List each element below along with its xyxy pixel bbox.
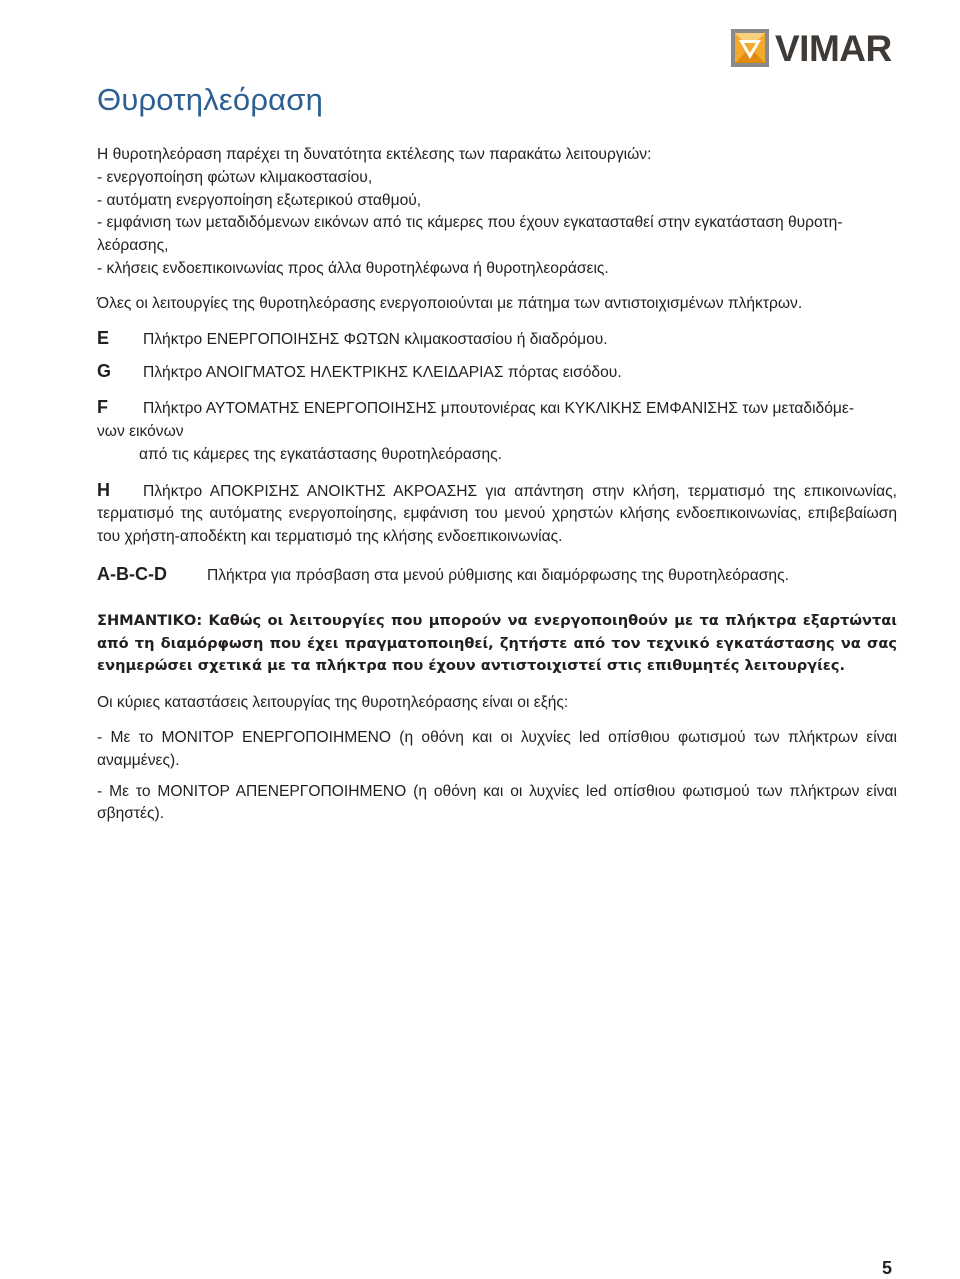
key-f-description-line1: Πλήκτρο ΑΥΤΟΜΑΤΗΣ ΕΝΕΡΓΟΠΟΙΗΣΗΣ μπουτονιέρας και ΚΥΚΛΙΚΗΣ ΕΜΦΑΝΙΣΗΣ των μεταδιδόμε- xyxy=(143,400,855,418)
vimar-logo-text: VIMAR xyxy=(775,27,892,69)
document-body xyxy=(97,144,897,826)
vimar-logo-icon xyxy=(731,29,769,67)
page-title: Θυροτηλεόραση xyxy=(97,82,324,117)
key-h-label: H xyxy=(97,479,110,500)
key-e-label: E xyxy=(97,327,110,348)
key-f-row xyxy=(97,396,897,466)
key-f-description-line2: νων εικόνων xyxy=(97,422,184,440)
intro-item: - ενεργοποίηση φώτων κλιμακοστασίου, xyxy=(97,168,373,186)
key-e-row xyxy=(97,327,897,352)
intro-lead: Η θυροτηλεόραση παρέχει τη δυνατότητα εκτέλεσης των παρακάτω λειτουργιών: xyxy=(97,146,652,163)
key-g-row xyxy=(97,360,897,385)
key-h-row xyxy=(97,479,897,549)
key-abcd-description: Πλήκτρα για πρόσβαση στα μενού ρύθμισης και διαμόρφωσης της θυροτηλεόρασης. xyxy=(207,566,789,584)
states-intro: Οι κύριες καταστάσεις λειτουργίας της θυροτηλεόρασης είναι οι εξής: xyxy=(97,694,569,712)
intro-item: - εμφάνιση των μεταδιδόμενων εικόνων από τις κάμερες που έχουν εγκατασταθεί στην εγκατάσταση θυροτη- xyxy=(97,214,843,232)
all-functions-text: Όλες οι λειτουργίες της θυροτηλεόρασης ενεργοποιούνται με πάτημα των αντιστοιχισμένων πλήκτρων. xyxy=(97,294,803,312)
key-g-label: G xyxy=(97,361,112,382)
key-g-description: Πλήκτρο ΑΝΟΙΓΜΑΤΟΣ ΗΛΕΚΤΡΙΚΗΣ ΚΛΕΙΔΑΡΙΑΣ πόρτας εισόδου. xyxy=(143,364,622,382)
intro-item: λεόρασης, xyxy=(97,237,169,255)
intro-item: - κλήσεις ενδοεπικοινωνίας προς άλλα θυροτηλέφωνα ή θυροτηλεοράσεις. xyxy=(97,259,609,277)
state-item: - Με το ΜΟΝΙΤΟΡ ΑΠΕΝΕΡΓΟΠΟΙΗΜΕΝΟ (η οθόνη και οι λυχνίες led οπίσθιου φωτισμού των πλήκτρων είναι σβηστές). xyxy=(97,782,897,823)
key-f-label: F xyxy=(97,397,108,418)
important-note: ΣΗΜΑΝΤΙΚΟ: Καθώς οι λειτουργίες που μπορούν να ενεργοποιηθούν με τα πλήκτρα εξαρτώνται από τη διαμόρφωση που έχει πραγματοποιηθεί, ζητήστε από τον τεχνικό εγκατάστασης να σας ενημερώσει σχετικά με τα πλήκτρα που έχουν αντιστοιχιστεί στις επιθυμητές λειτουργίες. xyxy=(97,611,897,675)
key-h-description: Πλήκτρο ΑΠΟΚΡΙΣΗΣ ΑΝΟΙΚΤΗΣ ΑΚΡΟΑΣΗΣ για απάντηση στην κλήση, τερματισμό της επικοινωνίας, τερματισμό της αυτόματης ενεργοποίησης, εμφάνιση του μενού χρηστών κλήσης ενδοεπικοινωνίας, επιβεβαίωση του χρήστη-αποδέκτη και τερματισμό της κλήσης ενδοεπικοινωνίας. xyxy=(97,482,897,546)
page-number: 5 xyxy=(882,1258,893,1278)
intro-item: - αυτόματη ενεργοποίηση εξωτερικού σταθμού, xyxy=(97,191,422,209)
key-f-description-line3: από τις κάμερες της εγκατάστασης θυροτηλεόρασης. xyxy=(139,445,503,463)
key-abcd-label: A-B-C-D xyxy=(97,563,167,584)
key-abcd-row xyxy=(97,563,897,588)
key-e-description: Πλήκτρο ΕΝΕΡΓΟΠΟΙΗΣΗΣ ΦΩΤΩΝ κλιμακοστασίου ή διαδρόμου. xyxy=(143,330,608,348)
vimar-logo xyxy=(731,28,901,68)
state-item: - Με το ΜΟΝΙΤΟΡ ΕΝΕΡΓΟΠΟΙΗΜΕΝΟ (η οθόνη και οι λυχνίες led οπίσθιου φωτισμού των πλήκτρων είναι αναμμένες). xyxy=(97,728,897,769)
